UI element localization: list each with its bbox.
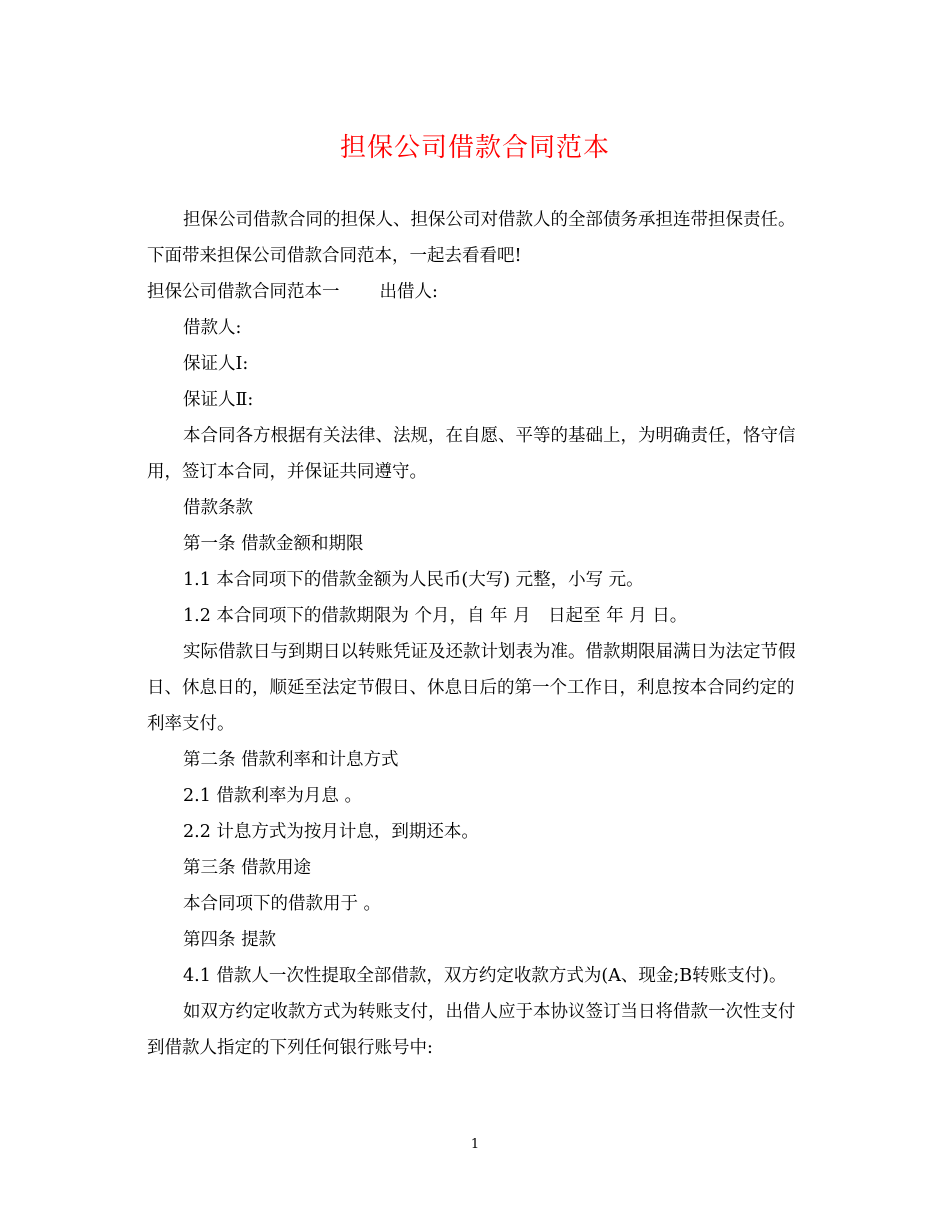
clause-1-1: 1.1 本合同项下的借款金额为人民币(大写) 元整，小写 元。 [183,570,644,590]
contract-heading: 担保公司借款合同范本一 [147,282,340,302]
intro-paragraph: 担保公司借款合同的担保人、担保公司对借款人的全部债务承担连带担保责任。下面带来担保公司借款合同范本，一起去看看吧! [147,210,796,266]
clause-1-2: 1.2 本合同项下的借款期限为 个月，自 年 月 日起至 年 月 日。 [183,606,688,626]
article-3-heading: 第三条 借款用途 [183,858,312,878]
transfer-paragraph: 如双方约定收款方式为转账支付，出借人应于本协议签订当日将借款一次性支付到借款人指定的下列任何银行账号中: [147,1002,796,1058]
article-2-heading: 第二条 借款利率和计息方式 [183,750,399,770]
article-4-heading: 第四条 提款 [183,930,277,950]
contract-heading-line [147,274,809,310]
article-1-heading: 第一条 借款金额和期限 [183,534,364,554]
guarantor-2-label: 保证人Ⅱ: [183,390,254,410]
borrower-label: 借款人: [183,318,242,338]
preamble-paragraph: 本合同各方根据有关法律、法规，在自愿、平等的基础上，为明确责任，恪守信用，签订本合同，并保证共同遵守。 [147,426,796,482]
document-title: 担保公司借款合同范本 [339,133,610,163]
clause-2-2: 2.2 计息方式为按月计息，到期还本。 [183,822,479,842]
page-number: 1 [470,1137,480,1152]
lender-label: 出借人: [379,282,438,302]
purpose-paragraph: 本合同项下的借款用于 。 [183,894,382,914]
actual-date-paragraph: 实际借款日与到期日以转账凭证及还款计划表为准。借款期限届满日为法定节假日、休息日的，顺延至法定节假日、休息日后的第一个工作日，利息按本合同约定的利率支付。 [147,642,796,734]
clause-4-1: 4.1 借款人一次性提取全部借款，双方约定收款方式为(A、现金;B转账支付)。 [183,966,787,986]
guarantor-1-label: 保证人Ⅰ: [183,354,249,374]
document-body [147,202,809,1066]
loan-terms-heading: 借款条款 [183,498,253,518]
clause-2-1: 2.1 借款利率为月息 。 [183,786,362,806]
